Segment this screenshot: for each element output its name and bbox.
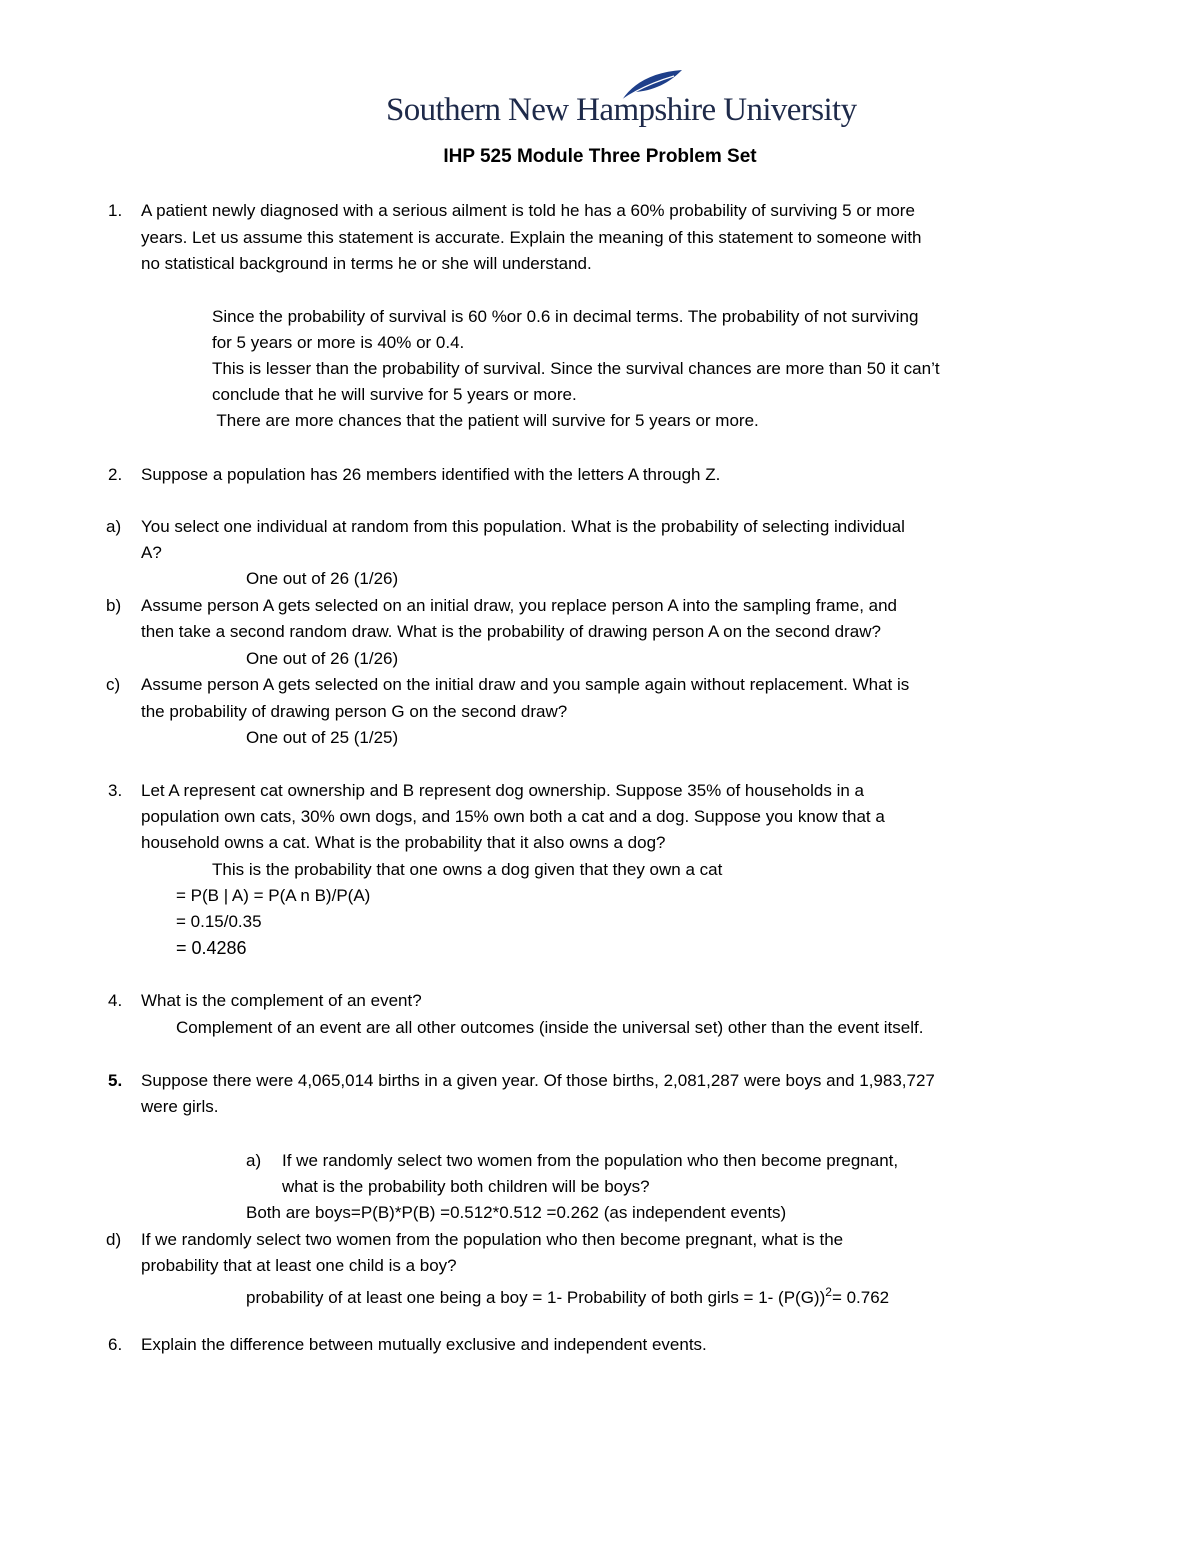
q1-text-line: no statistical background in terms he or she will understand. bbox=[141, 254, 592, 273]
q2a-text-line: You select one individual at random from this population. What is the probability of selecting individual bbox=[141, 517, 905, 536]
q1-text-line: years. Let us assume this statement is accurate. Explain the meaning of this statement to someone with bbox=[141, 228, 922, 247]
q1-text-line: A patient newly diagnosed with a serious ailment is told he has a 60% probability of surviving 5 or more bbox=[141, 201, 915, 220]
university-logo bbox=[386, 68, 857, 134]
q5a-text-line: If we randomly select two women from the population who then become pregnant, bbox=[282, 1151, 899, 1170]
q1-answer-line: There are more chances that the patient will survive for 5 years or more. bbox=[212, 411, 759, 430]
q3-answer-line: = 0.4286 bbox=[176, 938, 247, 958]
q2b-answer: One out of 26 (1/26) bbox=[246, 649, 399, 668]
q2b-text-line: Assume person A gets selected on an initial draw, you replace person A into the sampling frame, and bbox=[141, 596, 898, 615]
q6-text: Explain the difference between mutually exclusive and independent events. bbox=[141, 1335, 707, 1354]
q5a-answer: Both are boys=P(B)*P(B) =0.512*0.512 =0.262 (as independent events) bbox=[246, 1203, 787, 1222]
q2b-text-line: then take a second random draw. What is the probability of drawing person A on the second draw? bbox=[141, 622, 881, 641]
q3-text-line: Let A represent cat ownership and B represent dog ownership. Suppose 35% of households in a bbox=[141, 781, 864, 800]
q2a-label: a) bbox=[106, 517, 122, 536]
q3-text-line: household owns a cat. What is the probability that it also owns a dog? bbox=[141, 833, 666, 852]
q1-answer-line: Since the probability of survival is 60 %or 0.6 in decimal terms. The probability of not surviving bbox=[212, 307, 919, 326]
q5a-label: a) bbox=[246, 1151, 262, 1170]
q4-number: 4. bbox=[108, 991, 123, 1010]
document-title: IHP 525 Module Three Problem Set bbox=[443, 146, 757, 167]
q5d-answer bbox=[246, 1281, 889, 1309]
q5d-label: d) bbox=[106, 1230, 122, 1249]
q3-answer-line: = P(B | A) = P(A n B)/P(A) bbox=[176, 886, 371, 905]
q1-number: 1. bbox=[108, 201, 123, 220]
q2c-label: c) bbox=[106, 675, 121, 694]
q5d-answer-exponent: 2 bbox=[825, 1285, 832, 1299]
q3-answer-line: This is the probability that one owns a dog given that they own a cat bbox=[212, 860, 723, 879]
q2c-text-line: the probability of drawing person G on the second draw? bbox=[141, 702, 568, 721]
q6-number: 6. bbox=[108, 1335, 123, 1354]
q5a-text-line: what is the probability both children will be boys? bbox=[282, 1177, 650, 1196]
q2a-text-line: A? bbox=[141, 543, 162, 562]
q2c-text-line: Assume person A gets selected on the initial draw and you sample again without replacement. What is bbox=[141, 675, 910, 694]
q3-text-line: population own cats, 30% own dogs, and 15% own both a cat and a dog. Suppose you know that a bbox=[141, 807, 885, 826]
q5-number: 5. bbox=[108, 1071, 123, 1090]
q2c-answer: One out of 25 (1/25) bbox=[246, 728, 399, 747]
q5-text-line: were girls. bbox=[141, 1097, 219, 1116]
q3-answer-line: = 0.15/0.35 bbox=[176, 912, 262, 931]
q4-text: What is the complement of an event? bbox=[141, 991, 422, 1010]
q1-answer-line: for 5 years or more is 40% or 0.4. bbox=[212, 333, 465, 352]
q5d-answer-main: probability of at least one being a boy = 1- Probability of both girls = 1- (P(G)) bbox=[246, 1288, 826, 1307]
q2-text: Suppose a population has 26 members identified with the letters A through Z. bbox=[141, 465, 721, 484]
q5-text-line: Suppose there were 4,065,014 births in a given year. Of those births, 2,081,287 were boys and 1,983,727 bbox=[141, 1071, 935, 1090]
university-name: Southern New Hampshire University bbox=[386, 92, 857, 128]
q1-answer-line: conclude that he will survive for 5 years or more. bbox=[212, 385, 577, 404]
q5d-answer-result: = 0.762 bbox=[831, 1288, 890, 1307]
q1-answer-line: This is lesser than the probability of survival. Since the survival chances are more than 50 it can’t bbox=[212, 359, 940, 378]
q4-answer: Complement of an event are all other outcomes (inside the universal set) other than the event itself. bbox=[176, 1018, 924, 1037]
q5d-text-line: If we randomly select two women from the population who then become pregnant, what is the bbox=[141, 1230, 844, 1249]
q2a-answer: One out of 26 (1/26) bbox=[246, 569, 399, 588]
q2b-label: b) bbox=[106, 596, 122, 615]
q5d-text-line: probability that at least one child is a boy? bbox=[141, 1256, 457, 1275]
q3-number: 3. bbox=[108, 781, 123, 800]
q2-number: 2. bbox=[108, 465, 123, 484]
